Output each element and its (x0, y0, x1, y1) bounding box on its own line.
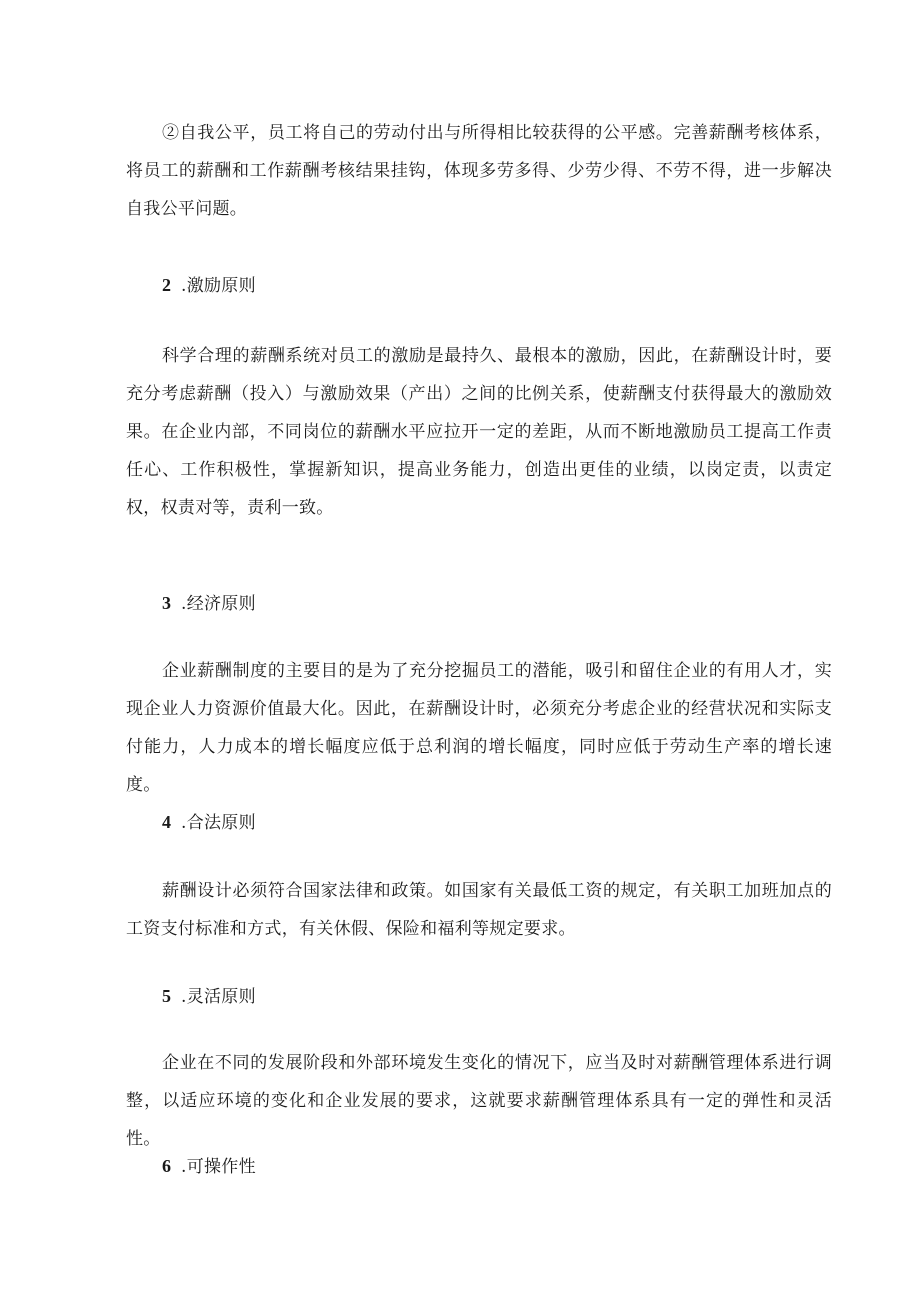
heading-number: 2 (162, 275, 171, 295)
paragraph-economy: 企业薪酬制度的主要目的是为了充分挖掘员工的潜能，吸引和留住企业的有用人才，实现企业人力资源价值最大化。因此，在薪酬设计时，必须充分考虑企业的经营状况和实际支付能力，人力成本的增长幅度应低于总利润的增长幅度，同时应低于劳动生产率的增长速度。 (126, 661, 832, 795)
heading-number: 6 (162, 1156, 171, 1176)
paragraph-incentive: 科学合理的薪酬系统对员工的激励是最持久、最根本的激励，因此，在薪酬设计时，要充分考虑薪酬（投入）与激励效果（产出）之间的比例关系，使薪酬支付获得最大的激励效果。在企业内部，不同岗位的薪酬水平应拉开一定的差距，从而不断地激励员工提高工作责任心、工作积极性，掌握新知识，提高业务能力，创造出更佳的业绩，以岗定责，以责定权，权责对等，责利一致。 (126, 346, 832, 518)
paragraph-legal: 薪酬设计必须符合国家法律和政策。如国家有关最低工资的规定，有关职工加班加点的工资支付标准和方式，有关休假、保险和福利等规定要求。 (126, 881, 832, 939)
heading-flexibility-principle (162, 977, 256, 1016)
paragraph-self-fairness: ②自我公平，员工将自己的劳动付出与所得相比较获得的公平感。完善薪酬考核体系，将员工的薪酬和工作薪酬考核结果挂钩，体现多劳多得、少劳少得、不劳不得，进一步解决自我公平问题。 (126, 123, 832, 219)
heading-operability (162, 1147, 256, 1186)
heading-title: .灵活原则 (181, 987, 256, 1007)
heading-title: .经济原则 (181, 594, 256, 614)
heading-title: .合法原则 (181, 813, 256, 833)
heading-title: .激励原则 (181, 276, 256, 296)
heading-title: .可操作性 (181, 1157, 256, 1177)
heading-number: 3 (162, 593, 171, 613)
heading-legal-principle (162, 803, 256, 842)
paragraph-flexibility: 企业在不同的发展阶段和外部环境发生变化的情况下，应当及时对薪酬管理体系进行调整，以适应环境的变化和企业发展的要求，这就要求薪酬管理体系具有一定的弹性和灵活性。 (126, 1053, 832, 1149)
heading-incentive-principle (162, 266, 256, 305)
heading-number: 4 (162, 812, 171, 832)
heading-number: 5 (162, 986, 171, 1006)
heading-economy-principle (162, 584, 256, 623)
